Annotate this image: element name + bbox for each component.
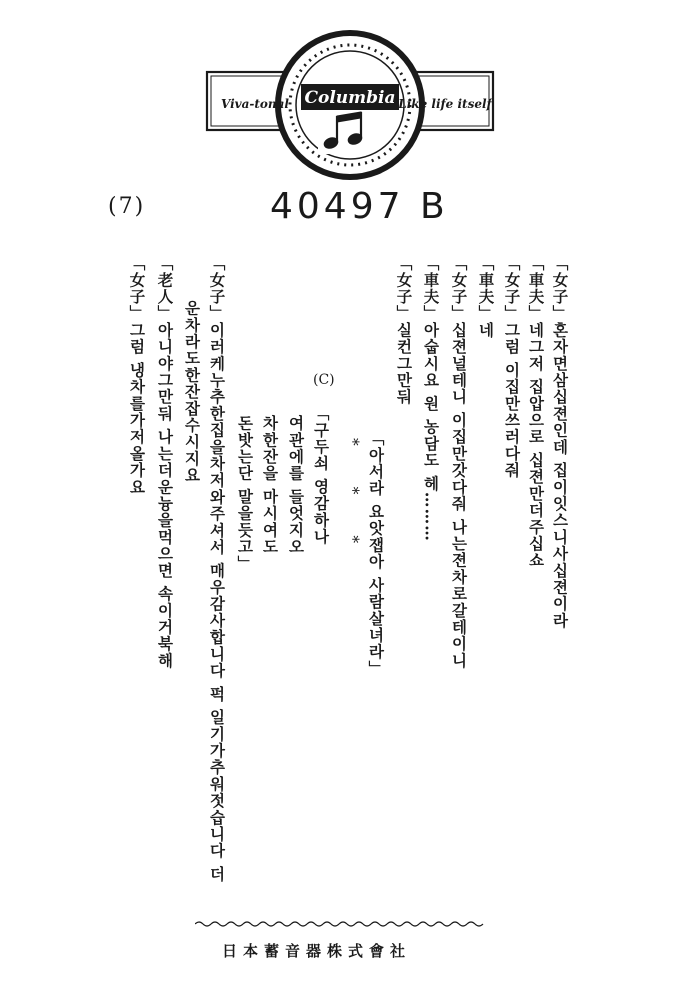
dialogue-line: 「女子」이러케누추한집을차저와주셔서 매우감사합니다 퍽 일기가추워젓습니다 더 bbox=[207, 255, 227, 883]
dialogue-line: 「老人」아니야그만둬 나는더운늉을먹으면 속이거북해 bbox=[155, 255, 175, 669]
logo-left-text: Viva-tonal bbox=[221, 97, 289, 111]
catalog-number: 40497 B bbox=[270, 186, 449, 227]
section-break: * * * bbox=[343, 438, 362, 562]
dialogue-line: 「車夫」아숩시요 원 농담도 헤……… bbox=[421, 255, 441, 542]
dialogue-line: 운차라도한잔잡수시지요 bbox=[182, 300, 202, 484]
dialogue-line: 「女子」실컨그만둬 bbox=[394, 255, 414, 406]
dialogue-line: 「女子」그럼 이집만쓰러다줘 bbox=[502, 255, 522, 479]
logo-right-text: Like life itself bbox=[398, 97, 492, 111]
columbia-logo bbox=[205, 30, 495, 180]
brand-name: Columbia bbox=[304, 88, 396, 108]
song-line: 「구두쇠 영감하나 bbox=[311, 405, 331, 546]
song-line: 여관에를 들엇지오 bbox=[286, 415, 306, 556]
dialogue-line: 「女子」십젼널테니 이집만갓다줘 나는젼차로갈테이니 bbox=[449, 255, 469, 669]
song-line: 「아서라 요앗잽아 사람살녀라」 bbox=[366, 430, 386, 677]
publisher-name: 日本蓄音器株式會社 bbox=[222, 942, 412, 960]
footer-rule bbox=[195, 920, 485, 928]
dialogue-line: 「車夫」네 bbox=[476, 255, 496, 339]
dialogue-line: 「女子」혼자면삼십젼인데 집이잇스니사십젼이라 bbox=[550, 255, 570, 629]
double-eighth-note-icon bbox=[318, 112, 364, 154]
page-number: (7) bbox=[108, 194, 146, 219]
song-line: 돈밧는단 말을듯고」 bbox=[235, 415, 255, 572]
dialogue-line: 「女子」그럼 냉차를가저올가요 bbox=[127, 255, 147, 496]
dialogue-line: 「車夫」네그저 집압으로 십젼만더주십쇼 bbox=[526, 255, 546, 569]
song-line: 차한잔을 마시여도 bbox=[260, 415, 280, 556]
section-marker: (C) bbox=[313, 372, 335, 388]
